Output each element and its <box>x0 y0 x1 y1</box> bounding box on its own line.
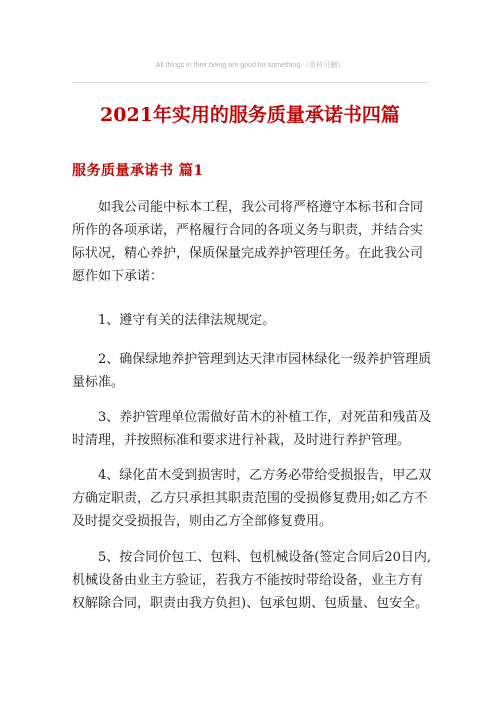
paragraph-item-3 <box>72 406 434 452</box>
paragraph-line: 及时提交受损报告，则由乙方全部修复费用。 <box>72 514 333 529</box>
paragraph-line: 时清理，并按照标准和要求进行补栽，及时进行养护管理。 <box>72 433 411 448</box>
paragraph-line: 权解除合同，职责由我方负担)、包承包期、包质量、包安全。 <box>72 596 429 611</box>
paragraph-line: 方确定职责，乙方只承担其职责范围的受损修复费用;如乙方不 <box>72 491 428 506</box>
paragraph-item-2 <box>72 348 434 394</box>
paragraph-item-1 <box>72 309 434 332</box>
paragraph-item-5 <box>72 546 434 615</box>
header-motto: All things in their being are good for something.（资料可删） <box>155 62 345 69</box>
document-title: 2021年实用的服务质量承诺书四篇 <box>100 104 400 126</box>
paragraph-line: 2、确保绿地养护管理到达天津市园林绿化一级养护管理质 <box>98 352 432 367</box>
paragraph-line: 所作的各项承诺，严格履行合同的各项义务与职责，并结合实 <box>72 223 424 238</box>
paragraph-line: 际状况，精心养护，保质保量完成养护管理任务。在此我公司 <box>72 246 424 261</box>
paragraph-intro <box>72 196 434 288</box>
paragraph-line: 如我公司能中标本工程，我公司将严格遵守本标书和合同 <box>98 200 424 215</box>
paragraph-line: 机械设备由业主方验证，若我方不能按时带给设备，业主方有 <box>72 573 424 588</box>
section-title: 服务质量承诺书 篇1 <box>72 163 204 179</box>
paragraph-line: 4、绿化苗木受到损害时，乙方务必带给受损报告，甲乙双 <box>98 468 432 483</box>
paragraph-line: 5、按合同价包工、包料、包机械设备(签定合同后20日内, <box>98 550 432 565</box>
paragraph-item-4 <box>72 464 434 533</box>
paragraph-line: 1、遵守有关的法律法规规定。 <box>98 313 276 328</box>
header-divider <box>72 82 428 83</box>
paragraph-line: 3、养护管理单位需做好苗木的补植工作，对死苗和残苗及 <box>98 410 432 425</box>
paragraph-line: 量标准。 <box>72 375 125 390</box>
paragraph-line: 愿作如下承诺： <box>72 269 164 284</box>
